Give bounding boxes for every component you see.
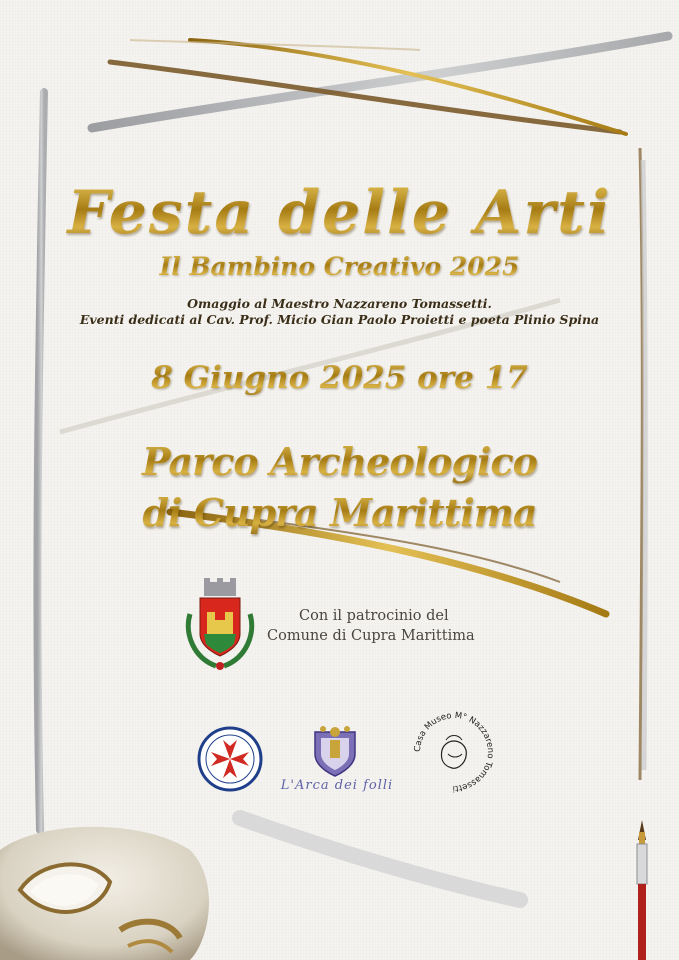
patronage-line-2: Comune di Cupra Marittima [267, 628, 475, 644]
mask-icon [0, 820, 220, 960]
museo-label-path: Casa Museo M° Nazzareno Tomassetti [412, 710, 496, 794]
patronage-line-1: Con il patrocinio del [299, 608, 449, 624]
event-title: Festa delle Arti [0, 178, 679, 248]
tribute-line: Omaggio al Maestro Nazzareno Tomassetti. [187, 296, 492, 311]
venue-line-2: di Cupra Marittima [0, 488, 679, 538]
event-subtitle: Il Bambino Creativo 2025 [0, 250, 679, 284]
dedication-line: Eventi dedicati al Cav. Prof. Micio Gian Paolo Proietti e poeta Plinio Spina [79, 312, 600, 327]
coat-of-arms-icon [180, 578, 260, 674]
arca-label: L'Arca dei folli [280, 778, 394, 793]
arca-crest-icon [311, 724, 359, 778]
museo-sketch-icon [412, 710, 496, 794]
paintbrush-icon [630, 820, 654, 960]
venue-line-1: Parco Archeologico [0, 437, 679, 487]
event-date: 8 Giugno 2025 ore 17 [0, 356, 679, 400]
patronage-block [267, 606, 507, 646]
maltese-cross-logo-icon [197, 726, 263, 792]
museo-label [413, 711, 495, 793]
